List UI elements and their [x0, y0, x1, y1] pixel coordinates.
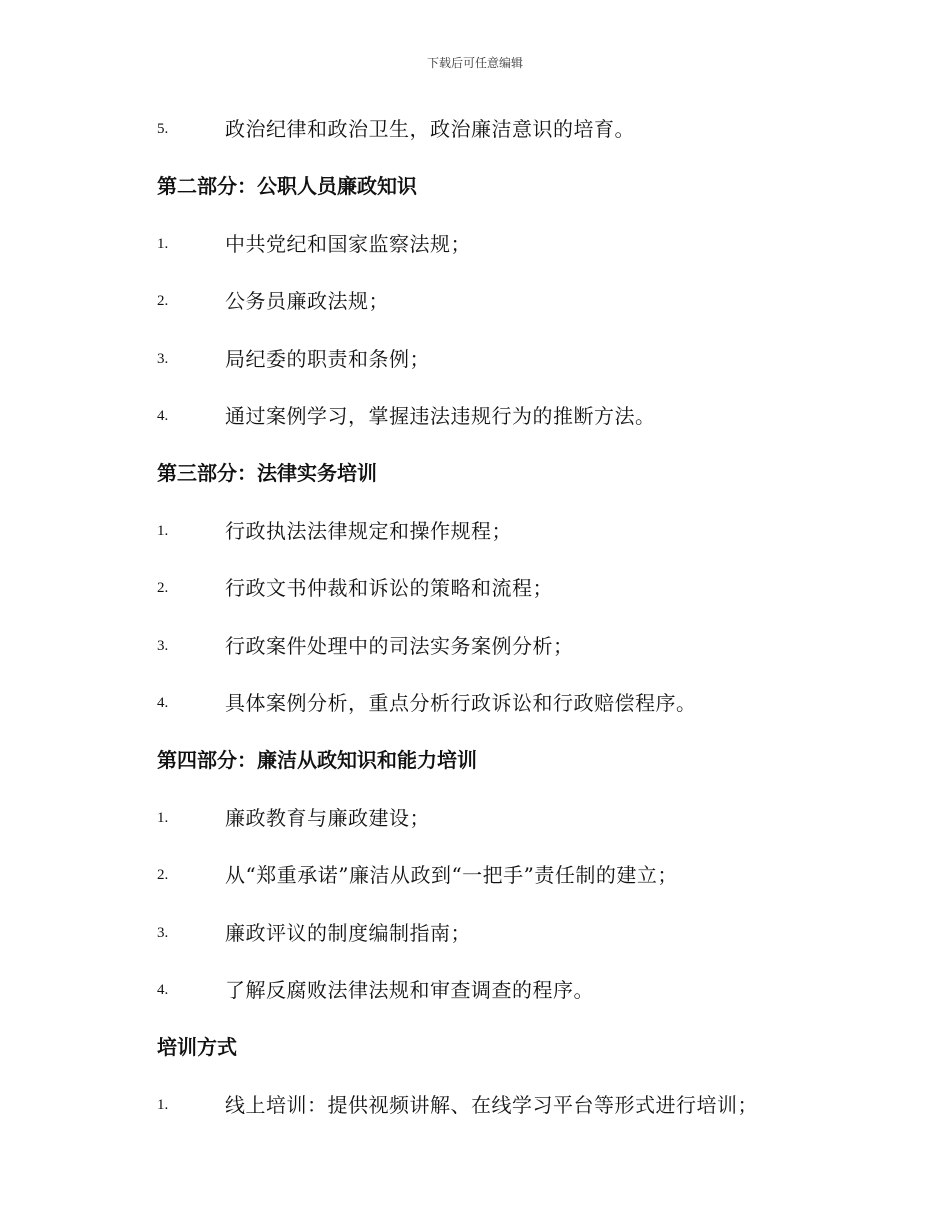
list-item-text: 线上培训：提供视频讲解、在线学习平台等形式进行培训； — [225, 1093, 758, 1117]
list-item-text: 了解反腐败法律法规和审查调查的程序。 — [225, 978, 594, 1002]
list-item-number: 1. — [157, 810, 169, 826]
list-item-text: 政治纪律和政治卫生，政治廉洁意识的培育。 — [225, 117, 635, 141]
list-item-number: 2. — [157, 580, 169, 596]
section-heading: 第三部分：法律实务培训 — [157, 461, 377, 485]
list-item-text: 中共党纪和国家监察法规； — [225, 232, 471, 256]
list-item-text: 通过案例学习，掌握违法违规行为的推断方法。 — [225, 404, 656, 428]
list-item-text: 行政文书仲裁和诉讼的策略和流程； — [225, 576, 553, 600]
list-item-number: 1. — [157, 236, 169, 252]
list-item-number: 4. — [157, 408, 169, 424]
list-item-text: 具体案例分析，重点分析行政诉讼和行政赔偿程序。 — [225, 691, 697, 715]
page-header: 下载后可任意编辑 — [426, 56, 523, 70]
list-item-number: 1. — [157, 1097, 169, 1113]
section-heading: 培训方式 — [157, 1035, 237, 1059]
list-item-text: 从“郑重承诺”廉洁从政到“一把手”责任制的建立； — [225, 863, 678, 887]
list-item-text: 行政执法法律规定和操作规程； — [225, 519, 512, 543]
section-heading: 第四部分：廉洁从政知识和能力培训 — [157, 748, 477, 772]
list-item-number: 2. — [157, 293, 169, 309]
list-item-text: 廉政教育与廉政建设； — [225, 806, 430, 830]
list-item-number: 1. — [157, 523, 169, 539]
list-item-text: 局纪委的职责和条例； — [225, 347, 430, 371]
list-item-number: 4. — [157, 982, 169, 998]
list-item-text: 廉政评议的制度编制指南； — [225, 921, 471, 945]
list-item-number: 3. — [157, 925, 169, 941]
list-item-number: 3. — [157, 351, 169, 367]
list-item-text: 行政案件处理中的司法实务案例分析； — [225, 634, 574, 658]
list-item-number: 2. — [157, 867, 169, 883]
list-item-number: 5. — [157, 121, 169, 137]
list-item-text: 公务员廉政法规； — [225, 289, 389, 313]
list-item-number: 4. — [157, 695, 169, 711]
list-item-number: 3. — [157, 638, 169, 654]
section-heading: 第二部分：公职人员廉政知识 — [157, 174, 417, 198]
